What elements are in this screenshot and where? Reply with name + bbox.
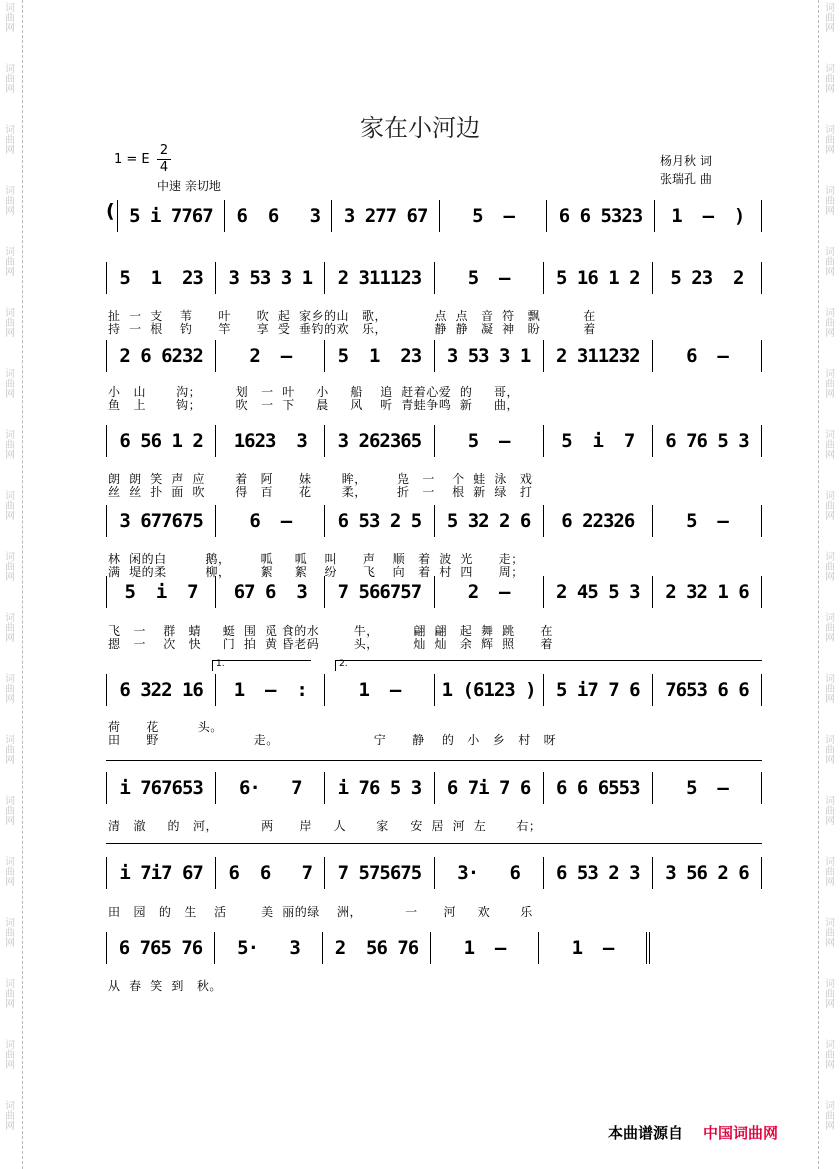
bar: 5 – bbox=[439, 200, 546, 232]
watermark-text: 词曲网 bbox=[825, 186, 835, 217]
bar: 2 311123 bbox=[324, 262, 433, 294]
bar: 6 – bbox=[215, 505, 324, 537]
bar: 6 6 3 bbox=[224, 200, 331, 232]
lyric-line: 飞 一 群 蜻 蜓 围 觅 食的水 牛， 翩 翩 起 舞 跳 在 bbox=[108, 624, 554, 638]
lyric-line: 清 澈 的 河， 两 岸 人 家 安 居 河 左 右； bbox=[108, 819, 542, 833]
watermark-text: 词曲网 bbox=[825, 552, 835, 583]
lyric-line: 田 野 走。 宁 静 的 小 乡 村 呀 bbox=[108, 733, 557, 747]
bar: 6 7i 7 6 bbox=[434, 772, 543, 804]
bar: 2 311232 bbox=[543, 340, 652, 372]
bar: 6 6 5323 bbox=[546, 200, 653, 232]
bar: 5 – bbox=[652, 505, 762, 537]
watermark-text: 词曲网 bbox=[5, 796, 15, 827]
bar: 3 277 67 bbox=[331, 200, 438, 232]
bar: 6 56 1 2 bbox=[106, 425, 215, 457]
bar: 2 – bbox=[434, 576, 543, 608]
composer-credit: 张瑞孔 曲 bbox=[660, 172, 712, 186]
watermark-text: 词曲网 bbox=[5, 857, 15, 888]
lyric-line: 田 园 的 生 活 美 丽的绿 洲， 一 河 欢 乐 bbox=[108, 905, 533, 919]
bar: 1 – : bbox=[215, 674, 324, 706]
watermark-text: 词曲网 bbox=[825, 979, 835, 1010]
watermark-text: 词曲网 bbox=[5, 369, 15, 400]
watermark-text: 词曲网 bbox=[825, 857, 835, 888]
bar: 6 76 5 3 bbox=[652, 425, 762, 457]
watermark-text: 词曲网 bbox=[5, 3, 15, 34]
lyric-line: 荷 花 头。 bbox=[108, 720, 223, 734]
lyricist-credit: 杨月秋 词 bbox=[660, 154, 712, 168]
score-system-10 bbox=[106, 932, 650, 964]
bar: 3 53 3 1 bbox=[215, 262, 324, 294]
divider-line bbox=[106, 843, 762, 844]
watermark-text: 词曲网 bbox=[5, 64, 15, 95]
bar: 5 23 2 bbox=[652, 262, 762, 294]
bar: 3· 6 bbox=[434, 857, 543, 889]
bar: 2 56 76 bbox=[322, 932, 430, 964]
bar: 5 16 1 2 bbox=[543, 262, 652, 294]
source-label: 本曲谱源自 bbox=[608, 1124, 684, 1142]
bar: 5 1 23 bbox=[324, 340, 433, 372]
watermark-text: 词曲网 bbox=[5, 674, 15, 705]
lyric-line: 摁 一 次 快 门 拍 黄 昏老码 头， 灿 灿 余 辉 照 着 bbox=[108, 637, 554, 651]
watermark-text: 词曲网 bbox=[825, 369, 835, 400]
score-system-7 bbox=[106, 674, 762, 706]
bar: 1 – bbox=[538, 932, 650, 964]
watermark-text: 词曲网 bbox=[825, 308, 835, 339]
score-system-9 bbox=[106, 857, 762, 889]
bar: 5 32 2 6 bbox=[434, 505, 543, 537]
bar: 5 i7 7 6 bbox=[543, 674, 652, 706]
bar: 5 1 23 bbox=[106, 262, 215, 294]
bar: 1 – bbox=[324, 674, 433, 706]
lyric-line: 丝 丝 扑 面 吹 得 百 花 柔， 折 一 根 新 绿 打 bbox=[108, 485, 533, 499]
bar: i 7i7 67 bbox=[106, 857, 215, 889]
meter-bottom: 4 bbox=[159, 160, 169, 175]
lyric-line: 满 堤的柔 柳， 絮 絮 纷 飞 向 着 村 四 周； bbox=[108, 565, 524, 579]
lyric-line: 朗 朗 笑 声 应 着 阿 妹 眸， 凫 一 个 蛙 泳 戏 bbox=[108, 472, 533, 486]
bar: 6 765 76 bbox=[106, 932, 214, 964]
bar: 67 6 3 bbox=[215, 576, 324, 608]
bar: 5 i 7 bbox=[106, 576, 215, 608]
watermark-text: 词曲网 bbox=[5, 613, 15, 644]
score-system-2 bbox=[106, 262, 762, 294]
tempo-marking: 中速 亲切地 bbox=[157, 179, 221, 193]
intro-open-paren: ( bbox=[106, 200, 115, 222]
watermark-text: 词曲网 bbox=[5, 125, 15, 156]
bar: 5 i 7767 bbox=[117, 200, 224, 232]
watermark-text: 词曲网 bbox=[825, 674, 835, 705]
bar: 1 – bbox=[430, 932, 538, 964]
score-system-3 bbox=[106, 340, 762, 372]
score-system-8 bbox=[106, 772, 762, 804]
score-system-1 bbox=[106, 200, 762, 232]
watermark-text: 词曲网 bbox=[5, 308, 15, 339]
bar: 3 262365 bbox=[324, 425, 433, 457]
watermark-text: 词曲网 bbox=[5, 979, 15, 1010]
bar: 3 56 2 6 bbox=[652, 857, 762, 889]
bar: 5· 3 bbox=[214, 932, 322, 964]
watermark-text: 词曲网 bbox=[825, 613, 835, 644]
watermark-text: 词曲网 bbox=[5, 247, 15, 278]
bar: 1 (6123 ) bbox=[434, 674, 543, 706]
watermark-text: 词曲网 bbox=[825, 125, 835, 156]
time-signature bbox=[157, 143, 171, 176]
watermark-text: 词曲网 bbox=[5, 1101, 15, 1132]
bar: i 767653 bbox=[106, 772, 215, 804]
bar: 5 – bbox=[434, 262, 543, 294]
lyric-line: 林 闲的白 鹅， 呱 呱 叫 声 顺 着 波 光 走； bbox=[108, 552, 524, 566]
watermark-text: 词曲网 bbox=[825, 735, 835, 766]
bar: 7 566757 bbox=[324, 576, 433, 608]
bar: 6 6 7 bbox=[215, 857, 324, 889]
watermark-text: 词曲网 bbox=[825, 918, 835, 949]
watermark-text: 词曲网 bbox=[825, 796, 835, 827]
watermark-text: 词曲网 bbox=[5, 918, 15, 949]
bar: 5 i 7 bbox=[543, 425, 652, 457]
watermark-text: 词曲网 bbox=[5, 735, 15, 766]
source-credit bbox=[608, 1122, 778, 1143]
watermark-text: 词曲网 bbox=[825, 1101, 835, 1132]
watermark-text: 词曲网 bbox=[825, 1040, 835, 1071]
watermark-text: 词曲网 bbox=[5, 1040, 15, 1071]
bar: 2 32 1 6 bbox=[652, 576, 762, 608]
bar: 1 – ) bbox=[654, 200, 762, 232]
lyric-line: 持 一 根 钓 竿 享 受 垂钓的欢 乐， 静 静 凝 神 盼 着 bbox=[108, 322, 596, 336]
lyric-line: 从 春 笑 到 秋。 bbox=[108, 979, 222, 993]
volta-bracket-first bbox=[212, 660, 311, 671]
watermark-text: 词曲网 bbox=[825, 64, 835, 95]
lyric-line: 扯 一 支 苇 叶 吹 起 家乡的山 歌， 点 点 音 符 飘 在 bbox=[108, 309, 596, 323]
page-border-right bbox=[818, 0, 819, 1169]
bar: 6 22326 bbox=[543, 505, 652, 537]
key-signature: 1 = E bbox=[114, 152, 150, 167]
divider-line bbox=[106, 760, 762, 761]
volta-label: 2. bbox=[339, 659, 348, 669]
bar: 3 53 3 1 bbox=[434, 340, 543, 372]
bar: 5 – bbox=[652, 772, 762, 804]
bar: 6 322 16 bbox=[106, 674, 215, 706]
bar: 6· 7 bbox=[215, 772, 324, 804]
lyric-line: 鱼 上 钩； 吹 一 下 晨 风 听 青蛙争鸣 新 曲， bbox=[108, 398, 519, 412]
song-title: 家在小河边 bbox=[360, 114, 480, 142]
volta-label: 1. bbox=[216, 659, 225, 669]
watermark-text: 词曲网 bbox=[825, 491, 835, 522]
watermark-text: 词曲网 bbox=[825, 3, 835, 34]
bar: 7653 6 6 bbox=[652, 674, 762, 706]
watermark-text: 词曲网 bbox=[5, 186, 15, 217]
watermark-text: 词曲网 bbox=[825, 247, 835, 278]
source-site-link[interactable]: 中国词曲网 bbox=[703, 1124, 779, 1142]
lyric-line: 小 山 沟； 划 一 叶 小 船 追 赶着心爱 的 哥， bbox=[108, 385, 519, 399]
watermark-text: 词曲网 bbox=[825, 430, 835, 461]
watermark-text: 词曲网 bbox=[5, 552, 15, 583]
bar: 6 53 2 3 bbox=[543, 857, 652, 889]
score-system-4 bbox=[106, 425, 762, 457]
page-border-left bbox=[22, 0, 23, 1169]
meter-top: 2 bbox=[157, 143, 171, 160]
bar: 1623 3 bbox=[215, 425, 324, 457]
volta-bracket-second bbox=[335, 660, 762, 671]
watermark-text: 词曲网 bbox=[5, 430, 15, 461]
bar: 2 – bbox=[215, 340, 324, 372]
watermark-text: 词曲网 bbox=[5, 491, 15, 522]
bar: i 76 5 3 bbox=[324, 772, 433, 804]
bar: 2 45 5 3 bbox=[543, 576, 652, 608]
bar: 7 575675 bbox=[324, 857, 433, 889]
bar: 2 6 6232 bbox=[106, 340, 215, 372]
bar: 6 6 6553 bbox=[543, 772, 652, 804]
bar: 6 – bbox=[652, 340, 762, 372]
bar: 5 – bbox=[434, 425, 543, 457]
score-system-5 bbox=[106, 505, 762, 537]
bar: 3 677675 bbox=[106, 505, 215, 537]
bar: 6 53 2 5 bbox=[324, 505, 433, 537]
score-system-6 bbox=[106, 576, 762, 608]
